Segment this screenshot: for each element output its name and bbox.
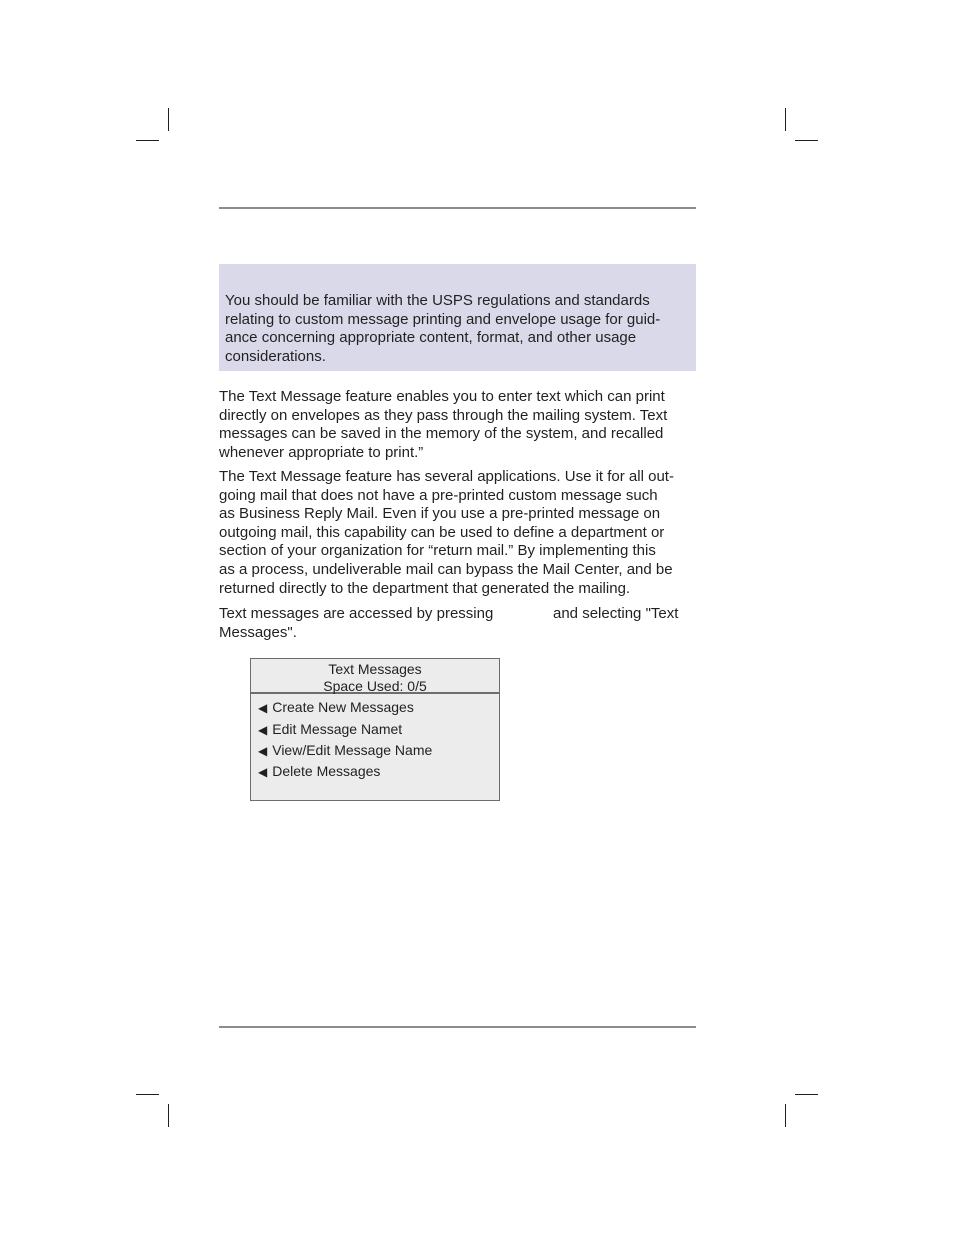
lcd-menu-item-label: View/Edit Message Name: [272, 742, 433, 758]
note-line: considerations.: [225, 347, 326, 365]
lcd-header: [251, 659, 499, 694]
left-arrow-icon: ◀: [258, 701, 268, 715]
lcd-menu-item-label: Edit Message Namet: [272, 721, 403, 737]
applications-line: returned directly to the department that generated the mailing.: [219, 579, 631, 597]
crop-mark-bottom-left-horizontal: [136, 1094, 159, 1095]
applications-line: The Text Message feature has several applications. Use it for all out-: [219, 468, 674, 485]
applications-paragraph: [219, 468, 697, 598]
lcd-menu-item-label: Delete Messages: [272, 763, 381, 779]
crop-mark-bottom-left-vertical: [168, 1104, 169, 1127]
footer-rule: [219, 1026, 696, 1028]
lcd-title: Text Messages: [328, 661, 422, 677]
header-rule: [219, 207, 696, 209]
applications-line: outgoing mail, this capability can be used to define a department or: [219, 523, 665, 541]
applications-line: as Business Reply Mail. Even if you use a pre-printed message on: [219, 505, 661, 523]
note-line: You should be familiar with the USPS regulations and standards: [225, 292, 650, 309]
crop-mark-top-left-horizontal: [136, 140, 159, 141]
note-line: relating to custom message printing and envelope usage for guid-: [225, 310, 661, 328]
intro-line: directly on envelopes as they pass through the mailing system. Text: [219, 406, 668, 424]
crop-mark-bottom-right-vertical: [785, 1104, 786, 1127]
left-arrow-icon: ◀: [258, 765, 268, 779]
access-line-end: and selecting "Text: [553, 605, 679, 622]
crop-mark-top-right-horizontal: [795, 140, 818, 141]
lcd-menu-item-delete[interactable]: [258, 763, 380, 780]
applications-line: section of your organization for “return mail.” By implementing this: [219, 542, 656, 560]
crop-mark-bottom-right-horizontal: [795, 1094, 818, 1095]
access-line-2: Messages".: [219, 623, 297, 641]
note-line: ance concerning appropriate content, format, and other usage: [225, 329, 637, 347]
lcd-menu-item-create[interactable]: [258, 699, 414, 716]
intro-line: messages can be saved in the memory of the system, and recalled: [219, 425, 664, 443]
lcd-menu-item-edit[interactable]: [258, 721, 402, 738]
lcd-space-used: Space Used: 0/5: [323, 678, 427, 694]
left-arrow-icon: ◀: [258, 723, 268, 737]
lcd-menu-item-label: Create New Messages: [272, 699, 414, 715]
access-paragraph: [219, 605, 697, 642]
left-arrow-icon: ◀: [258, 744, 268, 758]
crop-mark-top-right-vertical: [785, 108, 786, 131]
applications-line: going mail that does not have a pre-printed custom message such: [219, 486, 658, 504]
intro-paragraph: [219, 388, 697, 462]
access-line-start: Text messages are accessed by pressing: [219, 605, 494, 622]
lcd-screen: [250, 658, 500, 801]
note-box: [219, 264, 696, 371]
intro-line: whenever appropriate to print.”: [219, 443, 424, 461]
crop-mark-top-left-vertical: [168, 108, 169, 131]
applications-line: as a process, undeliverable mail can bypass the Mail Center, and be: [219, 560, 673, 578]
intro-line: The Text Message feature enables you to enter text which can print: [219, 388, 665, 405]
lcd-menu-item-view-edit[interactable]: [258, 742, 432, 759]
